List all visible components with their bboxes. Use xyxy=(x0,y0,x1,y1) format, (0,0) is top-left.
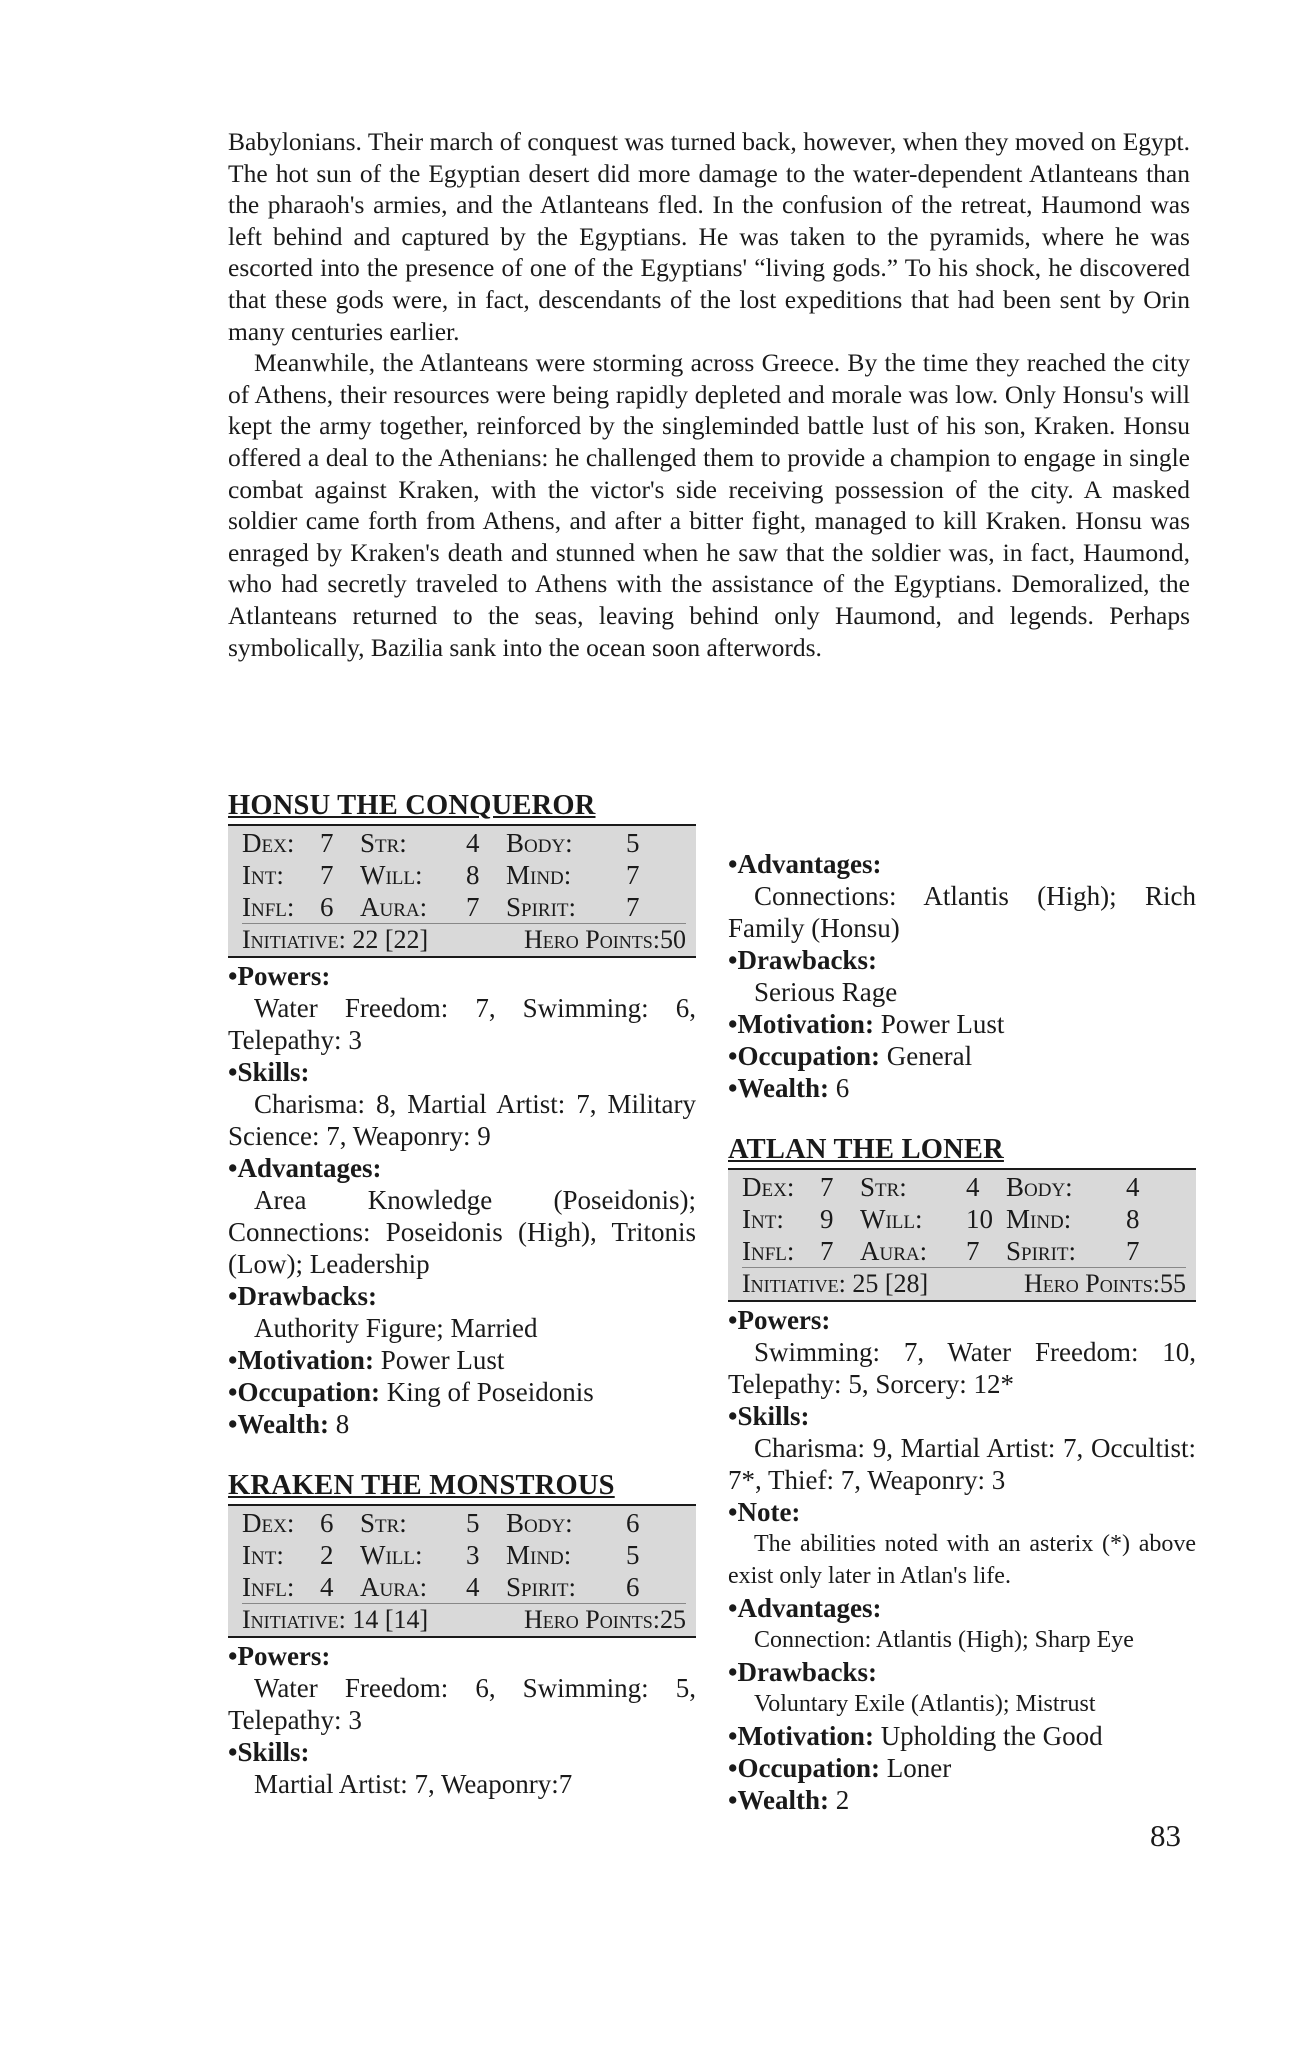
stat-label: Mind: xyxy=(506,1540,572,1570)
initiative-row xyxy=(242,1603,686,1636)
stat-value: 4 xyxy=(1126,1172,1140,1202)
stat-label: Mind: xyxy=(506,860,572,890)
hero-points-label: Hero Points: xyxy=(524,1605,660,1634)
stat-label: Spirit: xyxy=(1006,1236,1077,1266)
atlan-motivation: •Motivation: Upholding the Good xyxy=(728,1721,1103,1751)
stat-value: 10 xyxy=(966,1204,993,1234)
initiative-value: 22 [22] xyxy=(352,925,429,954)
skills-heading: •Skills: xyxy=(728,1401,810,1431)
stat-label: Will: xyxy=(360,1540,423,1570)
stat-label: Spirit: xyxy=(506,892,577,922)
powers-heading: •Powers: xyxy=(228,1641,331,1671)
stat-label: Infl: xyxy=(742,1236,795,1266)
stat-label: Aura: xyxy=(860,1236,928,1266)
atlan-skills: Charisma: 9, Martial Artist: 7, Occultist: 7*, Thief: 7, Weaponry: 3 xyxy=(728,1433,1196,1495)
initiative-value: 25 [28] xyxy=(852,1269,929,1298)
stat-label: Str: xyxy=(360,1508,407,1538)
atlan-stat-box xyxy=(728,1168,1196,1302)
honsu-title: HONSU THE CONQUEROR xyxy=(228,790,596,821)
stat-value: 5 xyxy=(466,1508,480,1538)
stat-row xyxy=(742,1235,1186,1267)
stat-row xyxy=(242,1507,686,1539)
honsu-motivation: •Motivation: Power Lust xyxy=(228,1345,505,1375)
atlan-note: The abilities noted with an asterix (*) above exist only later in Atlan's life. xyxy=(728,1531,1196,1589)
honsu-occupation: •Occupation: King of Poseidonis xyxy=(228,1377,594,1407)
initiative-label: Initiative: xyxy=(742,1269,846,1298)
kraken-title: KRAKEN THE MONSTROUS xyxy=(228,1470,615,1501)
stat-label: Mind: xyxy=(1006,1204,1072,1234)
kraken-motivation: •Motivation: Power Lust xyxy=(728,1009,1005,1039)
initiative-row xyxy=(242,923,686,956)
stat-value: 8 xyxy=(466,860,480,890)
stat-value: 6 xyxy=(320,1508,334,1538)
stat-value: 4 xyxy=(966,1172,980,1202)
initiative-row xyxy=(742,1267,1186,1300)
atlan-occupation: •Occupation: Loner xyxy=(728,1753,952,1783)
honsu-drawbacks: Authority Figure; Married xyxy=(254,1313,538,1343)
stat-label: Infl: xyxy=(242,1572,295,1602)
atlan-wealth: •Wealth: 2 xyxy=(728,1785,850,1815)
advantages-heading: •Advantages: xyxy=(728,1593,882,1623)
stat-row xyxy=(242,1539,686,1571)
stat-value: 6 xyxy=(626,1572,640,1602)
atlan-advantages: Connection: Atlantis (High); Sharp Eye xyxy=(754,1627,1134,1653)
note-heading: •Note: xyxy=(728,1497,801,1527)
stat-label: Int: xyxy=(242,860,284,890)
drawbacks-heading: •Drawbacks: xyxy=(728,945,877,975)
stat-label: Dex: xyxy=(242,1508,295,1538)
stat-row xyxy=(242,1571,686,1603)
stat-label: Spirit: xyxy=(506,1572,577,1602)
kraken-wealth: •Wealth: 6 xyxy=(728,1073,850,1103)
stat-value: 7 xyxy=(466,892,480,922)
initiative-value: 14 [14] xyxy=(352,1605,429,1634)
stat-label: Dex: xyxy=(742,1172,795,1202)
drawbacks-heading: •Drawbacks: xyxy=(228,1281,377,1311)
stat-label: Will: xyxy=(860,1204,923,1234)
honsu-powers: Water Freedom: 7, Swimming: 6, Telepathy: 3 xyxy=(228,993,696,1055)
skills-heading: •Skills: xyxy=(228,1057,310,1087)
stat-value: 8 xyxy=(1126,1204,1140,1234)
stat-label: Str: xyxy=(360,828,407,858)
stat-label: Aura: xyxy=(360,1572,428,1602)
advantages-heading: •Advantages: xyxy=(728,849,882,879)
stat-value: 6 xyxy=(626,1508,640,1538)
stat-value: 3 xyxy=(466,1540,480,1570)
kraken-stat-box xyxy=(228,1504,696,1638)
intro-text xyxy=(228,126,1190,663)
hero-points-value: 55 xyxy=(1160,1269,1186,1298)
atlan-powers: Swimming: 7, Water Freedom: 10, Telepathy: 5, Sorcery: 12* xyxy=(728,1337,1196,1399)
stat-value: 5 xyxy=(626,828,640,858)
left-column xyxy=(228,790,696,1800)
stat-value: 4 xyxy=(466,828,480,858)
kraken-powers: Water Freedom: 6, Swimming: 5, Telepathy: 3 xyxy=(228,1673,696,1735)
stat-value: 4 xyxy=(466,1572,480,1602)
stat-label: Int: xyxy=(242,1540,284,1570)
stat-row xyxy=(242,891,686,923)
skills-heading: •Skills: xyxy=(228,1737,310,1767)
stat-value: 7 xyxy=(966,1236,980,1266)
intro-paragraph-1: Babylonians. Their march of conquest was turned back, however, when they moved on Egypt. The hot sun of the Egyptian desert did more damage to the water-dependent Atlanteans than the pharaoh's armies, and the Atlanteans fled. In the confusion of the retreat, Haumond was left behind and captured by the Egyptians. He was taken to the pyramids, where he was escorted into the presence of one of the Egyptians' “living gods.” To his shock, he discovered that these gods were, in fact, descendants of the lost expeditions that had been sent by Orin many centuries earlier. xyxy=(228,127,1190,346)
stat-value: 7 xyxy=(820,1172,834,1202)
initiative-label: Initiative: xyxy=(242,925,346,954)
stat-row xyxy=(742,1203,1186,1235)
stat-value: 6 xyxy=(320,892,334,922)
advantages-heading: •Advantages: xyxy=(228,1153,382,1183)
kraken-drawbacks: Serious Rage xyxy=(754,977,898,1007)
honsu-wealth: •Wealth: 8 xyxy=(228,1409,350,1439)
stat-value: 7 xyxy=(626,860,640,890)
stat-value: 7 xyxy=(320,828,334,858)
hero-points-label: Hero Points: xyxy=(1024,1269,1160,1298)
kraken-advantages: Connections: Atlantis (High); Rich Family (Honsu) xyxy=(728,881,1196,943)
stat-value: 4 xyxy=(320,1572,334,1602)
honsu-skills: Charisma: 8, Martial Artist: 7, Military Science: 7, Weaponry: 9 xyxy=(228,1089,696,1151)
stat-label: Dex: xyxy=(242,828,295,858)
stat-label: Body: xyxy=(506,1508,573,1538)
initiative-label: Initiative: xyxy=(242,1605,346,1634)
stat-row xyxy=(242,859,686,891)
stat-value: 7 xyxy=(820,1236,834,1266)
atlan-title: ATLAN THE LONER xyxy=(728,1134,1004,1165)
atlan-drawbacks: Voluntary Exile (Atlantis); Mistrust xyxy=(754,1691,1096,1717)
stat-label: Will: xyxy=(360,860,423,890)
stat-label: Str: xyxy=(860,1172,907,1202)
hero-points-value: 25 xyxy=(660,1605,686,1634)
stat-value: 7 xyxy=(626,892,640,922)
stat-label: Int: xyxy=(742,1204,784,1234)
stat-row xyxy=(742,1171,1186,1203)
honsu-stat-box xyxy=(228,824,696,958)
kraken-occupation: •Occupation: General xyxy=(728,1041,973,1071)
hero-points-label: Hero Points: xyxy=(524,925,660,954)
stat-row xyxy=(242,827,686,859)
stat-label: Body: xyxy=(506,828,573,858)
honsu-advantages: Area Knowledge (Poseidonis); Connections: Poseidonis (High), Tritonis (Low); Leadership xyxy=(228,1185,696,1279)
stat-value: 2 xyxy=(320,1540,334,1570)
page-number: 83 xyxy=(1150,1818,1181,1853)
stat-label: Body: xyxy=(1006,1172,1073,1202)
stat-value: 5 xyxy=(626,1540,640,1570)
right-column xyxy=(728,848,1196,1816)
stat-label: Aura: xyxy=(360,892,428,922)
hero-points-value: 50 xyxy=(660,925,686,954)
powers-heading: •Powers: xyxy=(728,1305,831,1335)
powers-heading: •Powers: xyxy=(228,961,331,991)
stat-value: 7 xyxy=(320,860,334,890)
stat-value: 7 xyxy=(1126,1236,1140,1266)
kraken-skills: Martial Artist: 7, Weaponry:7 xyxy=(254,1769,573,1799)
stat-value: 9 xyxy=(820,1204,834,1234)
intro-paragraph-2: Meanwhile, the Atlanteans were storming across Greece. By the time they reached the city of Athens, their resources were being rapidly depleted and morale was low. Only Honsu's will kept the army together, reinforced by the singleminded battle lust of his son, Kraken. Honsu offered a deal to the Athenians: he challenged them to provide a champion to engage in single combat against Kraken, with the victor's side receiving possession of the city. A masked soldier came forth from Athens, and after a bitter fight, managed to kill Kraken. Honsu was enraged by Kraken's death and stunned when he saw that the soldier was, in fact, Haumond, who had secretly traveled to Athens with the assistance of the Egyptians. Demoralized, the Atlanteans returned to the seas, leaving behind only Haumond, and legends. Perhaps symbolically, Bazilia sank into the ocean soon afterwords. xyxy=(228,348,1190,662)
drawbacks-heading: •Drawbacks: xyxy=(728,1657,877,1687)
stat-label: Infl: xyxy=(242,892,295,922)
